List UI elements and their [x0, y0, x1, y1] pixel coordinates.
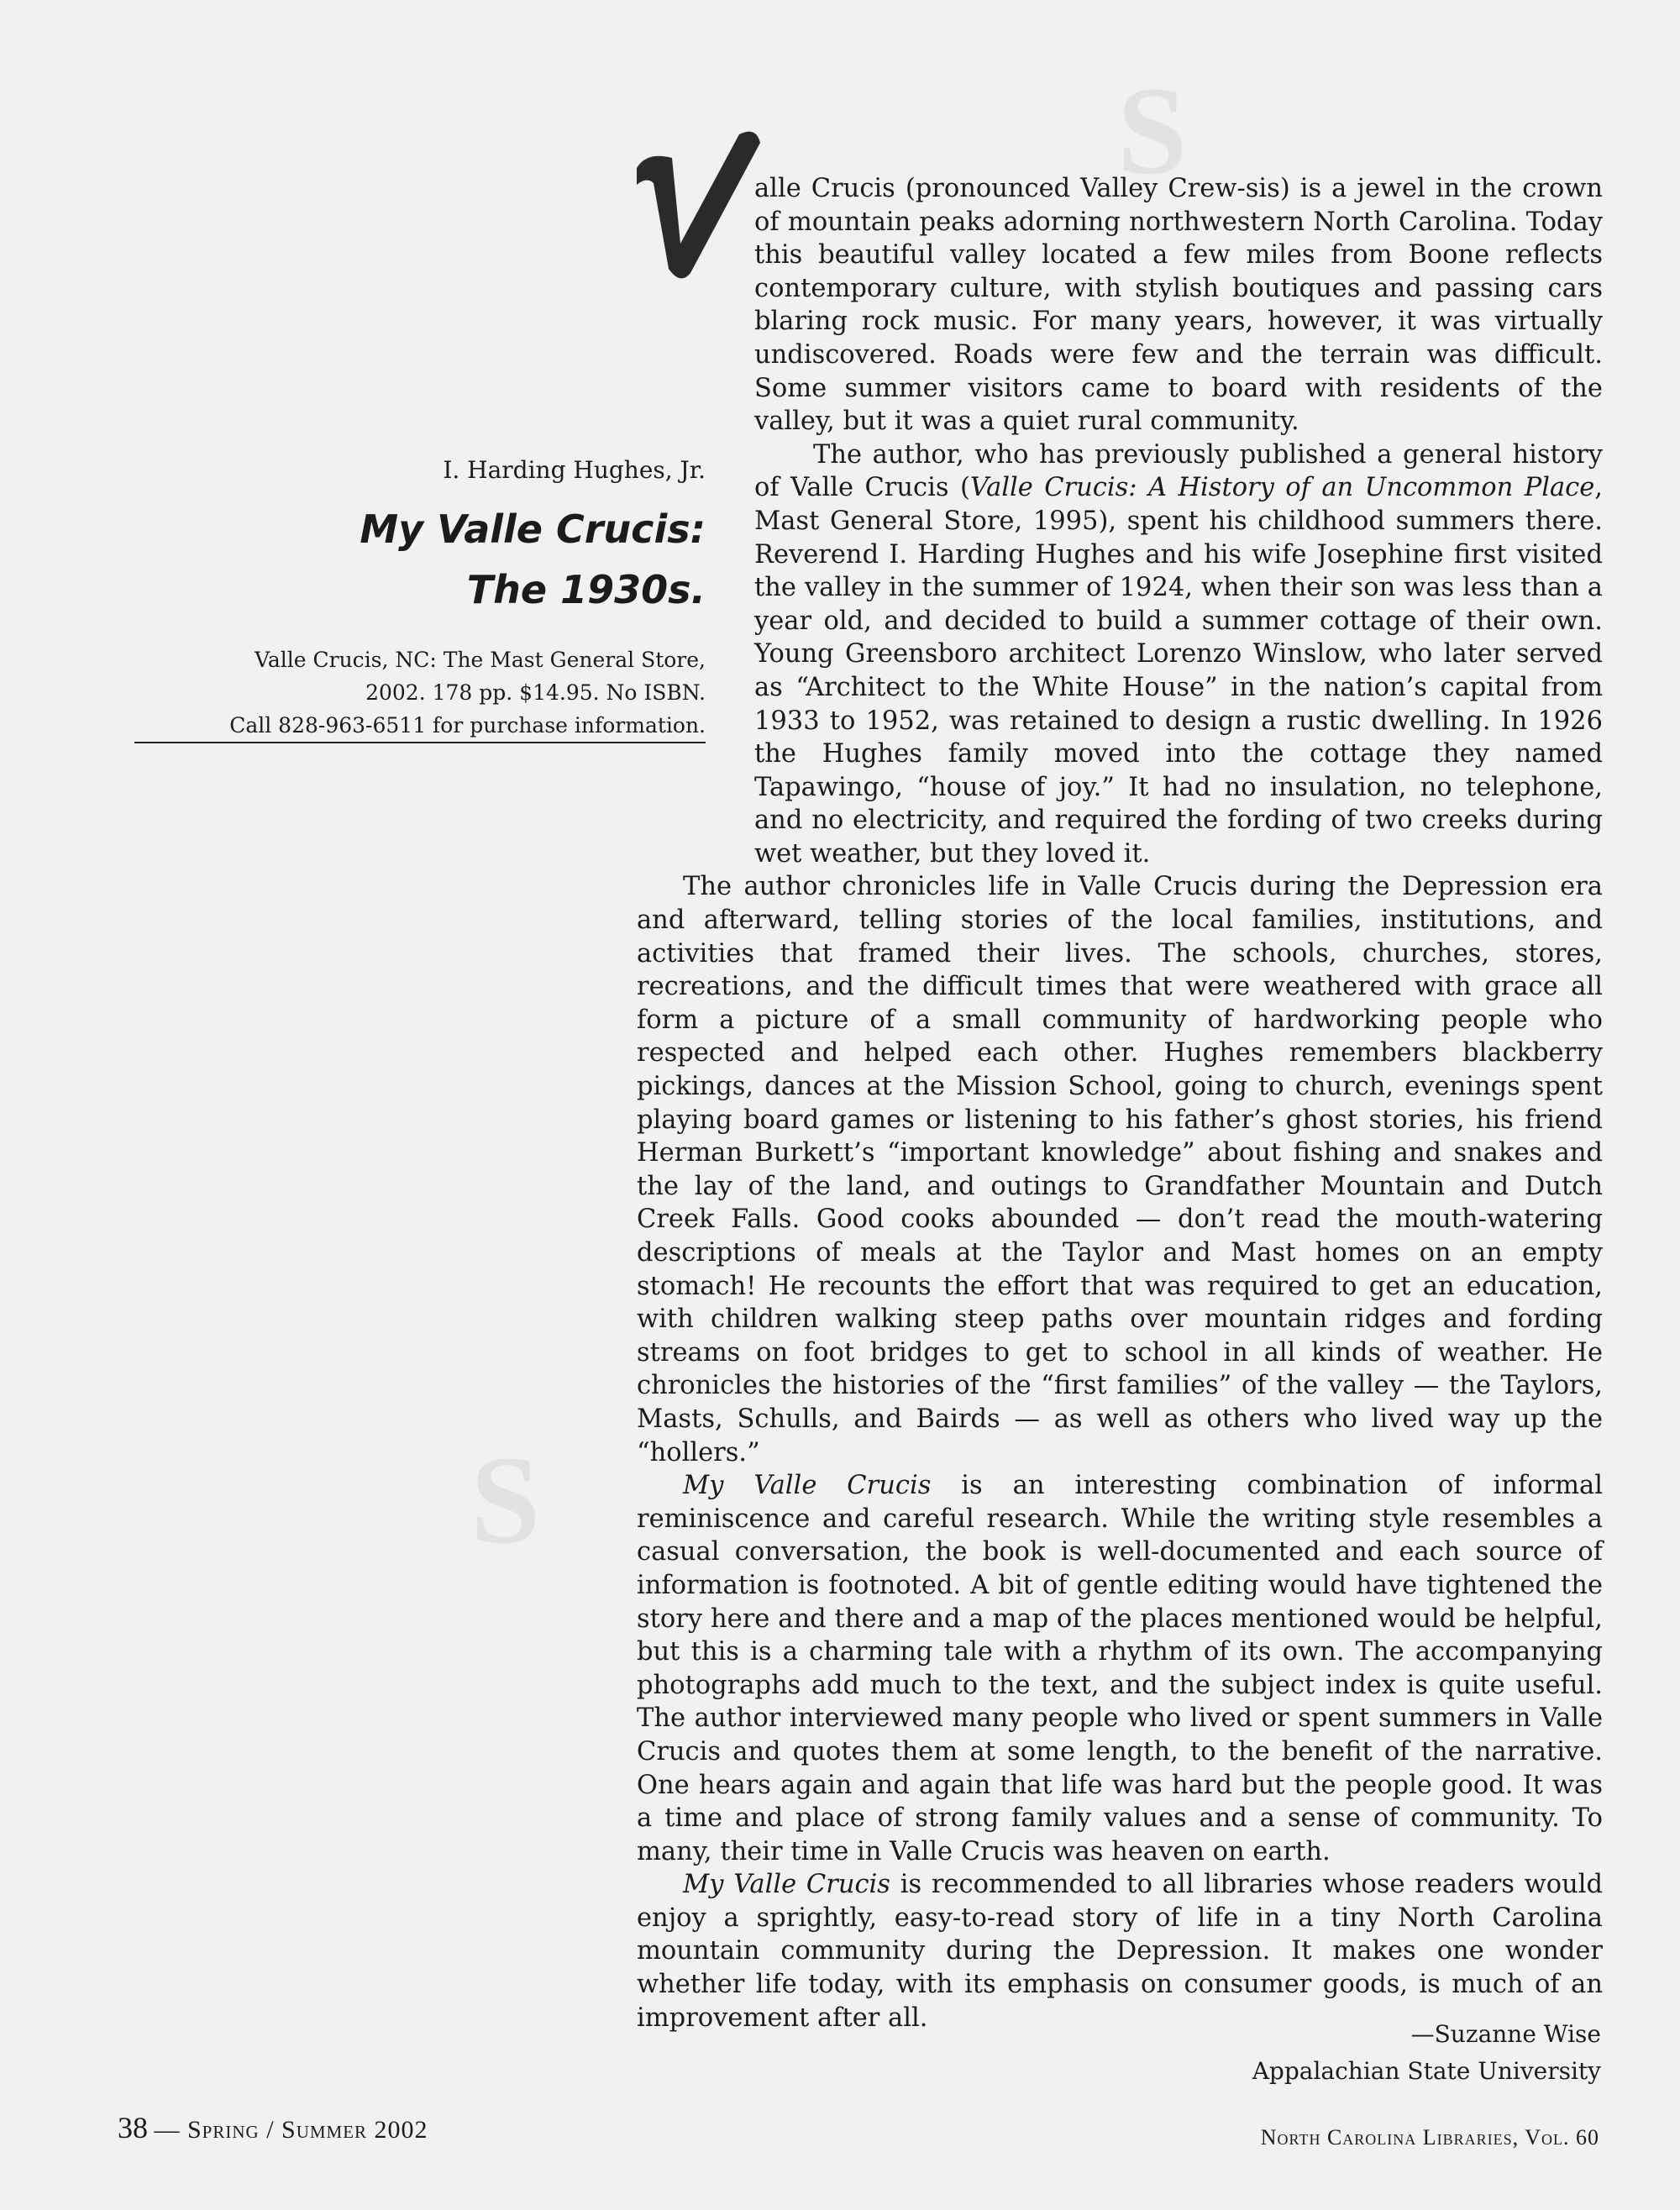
reviewer-affiliation: Appalachian State University — [1252, 2057, 1601, 2085]
pub-line: Valle Crucis, NC: The Mast General Store, — [255, 648, 706, 672]
book-reference: My Valle Crucis — [683, 1870, 890, 1900]
journal-name: North Carolina Libraries, Vol. 60 — [1260, 2125, 1599, 2150]
reviewer-name: —Suzanne Wise — [1410, 2020, 1601, 2048]
book-reference: My Valle Crucis — [683, 1471, 932, 1501]
reviewer-signature — [1252, 2016, 1601, 2090]
paragraph: alle Crucis (pronounced Valley Crew-sis) is a jewel in the crown of mountain peaks adorning northwestern North Carolina. Today this beautiful valley located a few miles from Boone reflects contemporary culture, with stylish boutiques and passing cars blaring rock music. For many years, however, it was virtually undiscovered. Roads were few and the terrain was difficult. Some summer visitors came to board with residents of the valley, but it was a quiet rural community. — [754, 174, 1603, 437]
text: is an interesting combination of informal reminiscence and careful research. While the writing style resembles a casual conversation, the book is well-documented and each source of information is footnoted. A bit of gentle editing would have tightened the story here and there and a map of the places mentioned would be helpful, but this is a charming tale with a rhythm of its own. The accompanying photographs add much to the text, and the subject index is quite useful. The author interviewed many people who lived or spent summers in Valle Crucis and quotes them at some length, to the benefit of the narrative. One hears again and again that life was hard but the people good. It was a time and place of strong family values and a sense of community. To many, their time in Valle Crucis was heaven on earth. — [637, 1471, 1603, 1866]
book-author: I. Harding Hughes, Jr. — [443, 456, 706, 484]
pub-line: 2002. 178 pp. $14.95. No ISBN. — [365, 680, 706, 705]
paragraph: The author chronicles life in Valle Crucis during the Depression era and afterward, telling stories of the local families, institutions, and activities that framed their lives. The schools, churches, stores, recreations, and the difficult times that were weathered with grace all form a picture of a small community of hardworking people who respected and helped each other. Hughes remembers blackberry pickings, dances at the Mission School, going to church, evenings spent playing board games or listening to his father’s ghost stories, his friend Herman Burkett’s “important knowledge” about fishing and snakes and the lay of the land, and outings to Grandfather Mountain and Dutch Creek Falls. Good cooks abounded — don’t read the mouth-watering descriptions of meals at the Taylor and Mast homes on an empty stomach! He recounts the effort that was required to get an education, with children walking steep paths over mountain ridges and fording streams on foot bridges to get to school in all kinds of weather. He chronicles the histories of the “first families” of the valley — the Taylors, Masts, Schulls, and Bairds — as well as others who lived way up the “hollers.” — [637, 872, 1603, 1467]
publication-info — [134, 643, 706, 742]
page-footer-left — [118, 2110, 428, 2145]
paragraph — [637, 1868, 1603, 2034]
review-header — [134, 437, 706, 742]
text: , Mast General Store, 1995), spent his childhood summers there. Reverend I. Harding Hughes and his wife Josephine first visited the valley in the summer of 1924, when their son was less than a year old, and decided to build a summer cottage of their own. Young Greensboro architect Lorenzo Winslow, who later served as “Architect to the White House” in the nation’s capital from 1933 to 1952, was retained to design a rustic dwelling. In 1926 the Hughes family moved into the cottage they named Tapawingo, “house of joy.” It had no insulation, no telephone, and no electricity, and required the fording of two creeks during wet weather, but they loved it. — [754, 473, 1603, 869]
bleed-through-mark: S — [1117, 61, 1188, 201]
pub-line: Call 828-963-6511 for purchase information. — [229, 713, 706, 738]
book-title-line1: My Valle Crucis: — [360, 507, 706, 552]
text: is recommended to all libraries whose readers would enjoy a sprightly, easy-to-read story of life in a tiny North Carolina mountain community during the Depression. It makes one wonder whether life today, with its emphasis on consumer goods, is much of an improvement after all. — [637, 1870, 1603, 2033]
paragraph — [637, 1469, 1603, 1868]
page-number: 38 — [118, 2111, 148, 2144]
book-title-line2: The 1930s. — [466, 567, 706, 612]
review-body — [637, 172, 1603, 2034]
book-reference: Valle Crucis: A History of an Uncommon Place — [969, 473, 1595, 503]
issue-label: — Spring / Summer 2002 — [154, 2116, 428, 2144]
text: The author, who has previously published a general history of Valle Crucis ( — [754, 439, 1603, 503]
book-title — [134, 499, 706, 620]
bleed-through-mark: S — [470, 1430, 541, 1570]
divider — [134, 742, 706, 743]
paragraph — [754, 438, 1603, 871]
